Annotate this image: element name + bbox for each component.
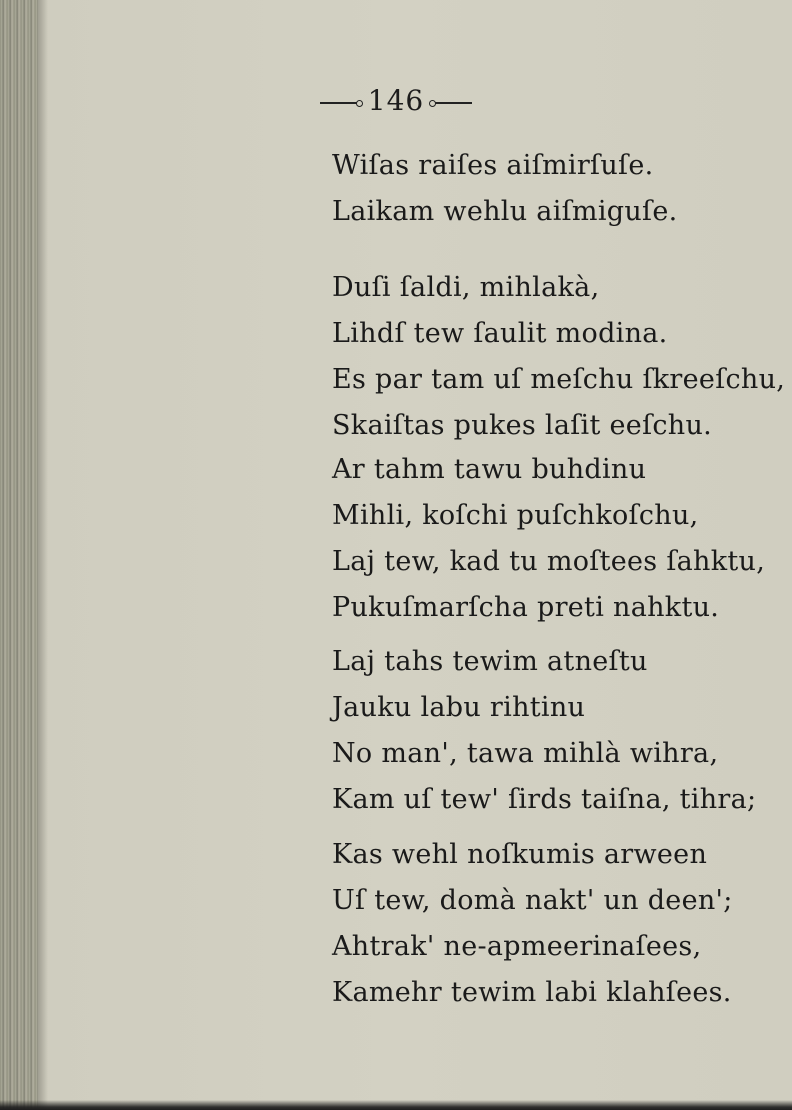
stanza-2 xyxy=(332,265,786,449)
poem-line: Kas wehl noſkumis arween xyxy=(332,839,708,870)
stanza-1 xyxy=(332,143,772,235)
poem-line: No man', tawa mihlà wihra, xyxy=(332,738,719,769)
page-number: 146 xyxy=(367,84,425,117)
poem-line: Laj tew, kad tu moſtees ſahktu, xyxy=(332,546,766,577)
poem-line: Lihdſ tew ſaulit modina. xyxy=(332,318,668,349)
poem-line: Ahtrak' ne-apmeerinaſees, xyxy=(332,931,702,962)
poem-line: Kam uſ tew' ſirds taiſna, tihra; xyxy=(332,784,757,815)
binding-shadow xyxy=(38,0,48,1110)
book-binding xyxy=(0,0,38,1110)
poem-line: Jauku labu rihtinu xyxy=(332,692,586,723)
poem-line: Mihli, koſchi puſchkoſchu, xyxy=(332,500,699,531)
poem-line: Laikam wehlu aiſmiguſe. xyxy=(332,196,678,227)
left-ornament-dash xyxy=(320,102,358,104)
page-header xyxy=(0,84,792,117)
poem-line: Kamehr tewim labi klahſees. xyxy=(332,977,732,1008)
poem-line: Duſi ſaldi, mihlakà, xyxy=(332,272,600,303)
stanza-5 xyxy=(332,832,772,1016)
page-bottom-edge xyxy=(0,1100,792,1110)
poem-line: Laj tahs tewim atneſtu xyxy=(332,646,648,677)
poem-line: Pukuſmarſcha preti nahktu. xyxy=(332,592,720,623)
poem-line: Skaiſtas pukes laſit eeſchu. xyxy=(332,410,713,441)
poem-line: Ar tahm tawu buhdinu xyxy=(332,454,647,485)
stanza-4 xyxy=(332,639,772,823)
stanza-3 xyxy=(332,447,772,631)
poem-line: Wiſas raiſes aiſmirſuſe. xyxy=(332,150,654,181)
poem-line: Uſ tew, domà nakt' un deen'; xyxy=(332,885,733,916)
right-ornament-dash xyxy=(434,102,472,104)
poem-line: Es par tam uſ meſchu ſkreeſchu, xyxy=(332,364,786,395)
